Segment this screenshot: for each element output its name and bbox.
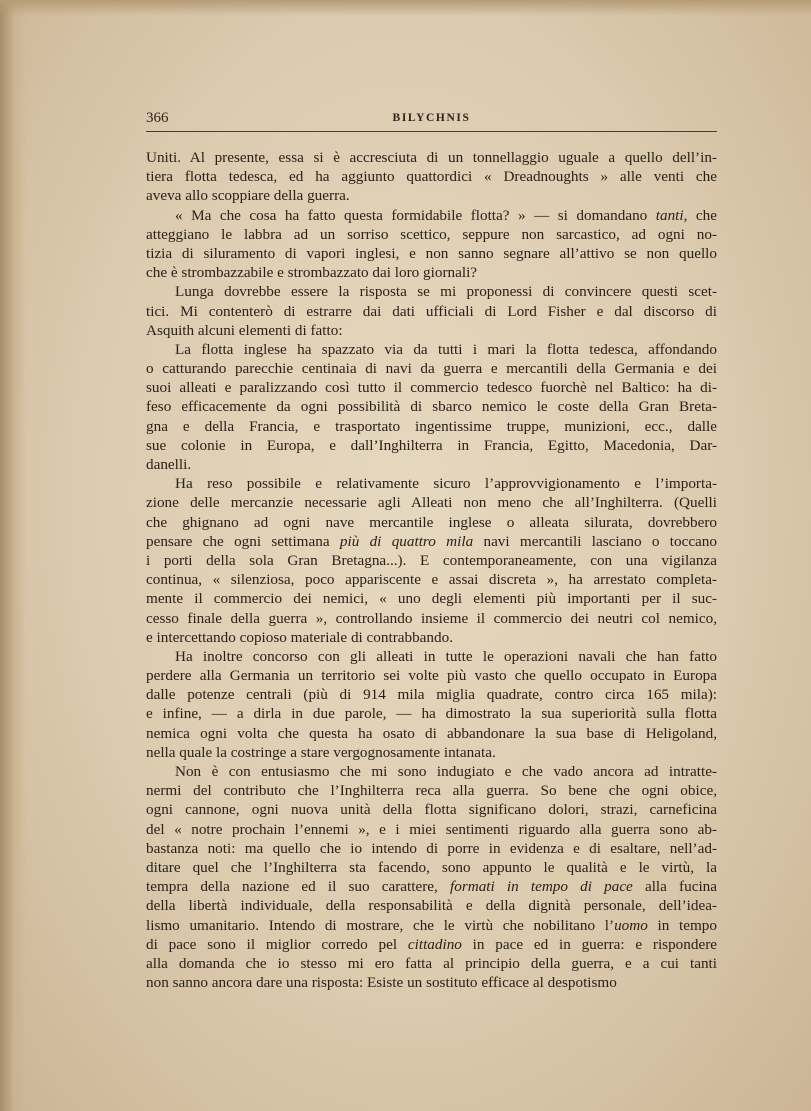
text-line: mente il commercio dei nemici, « uno degli elementi più importanti per il suc- [146, 590, 717, 608]
text-line: atteggiano le labbra ad un sorriso scettico, seppure non sarcastico, ad ogni no- [146, 225, 717, 243]
text-line: cesso finale della guerra », controllando insieme il commercio dei neutri col nemico, [146, 609, 717, 627]
paragraph [146, 282, 717, 340]
text-line: e intercettando copioso materiale di contrabbando. [146, 628, 454, 646]
page-top-shadow [0, 0, 811, 16]
paragraph [146, 206, 717, 283]
text-line: alla domanda che io stesso mi ero fatta al principio della guerra, e a cui tanti [146, 954, 717, 972]
text-line: della libertà individuale, della responsabilità e della dignità personale, dell’idea- [146, 897, 717, 915]
italic-phrase: più di quattro mila [339, 532, 474, 550]
running-title: BILYCHNIS [392, 112, 471, 124]
text-line: tici. Mi contenterò di estrarre dai dati ufficiali di Lord Fisher e dal discorso di [146, 302, 717, 320]
text-line: dalle potenze centrali (più di 914 mila miglia quadrate, contro circa 165 mila): [146, 686, 717, 704]
paragraph [146, 647, 717, 762]
text-line: Asquith alcuni elementi di fatto: [146, 321, 343, 339]
text-line: pensare che ogni settimana più di quattro mila navi mercantili lasciano o toccano [146, 532, 717, 550]
text-line: zione delle mercanzie necessarie agli Alleati non meno che all’Inghilterra. (Quelli [146, 494, 717, 512]
text-line: che ghignano ad ogni nave mercantile inglese o alleata silurata, dovrebbero [146, 513, 717, 531]
text-line: bastanza noti: ma quello che io intendo di porre in evidenza e di esaltare, nell’ad- [146, 839, 717, 857]
text-line: gna e della Francia, e trasportato ingentissime truppe, munizioni, ecc., dalle [146, 417, 717, 435]
paragraph [146, 340, 717, 474]
paragraph [146, 148, 717, 206]
text-line: Ha inoltre concorso con gli alleati in tutte le operazioni navali che han fatto [175, 647, 717, 665]
italic-phrase: formati in tempo di pace [450, 878, 633, 896]
text-line: ogni cannone, ogni nuova unità della flotta significano dolori, strazi, carneficina [146, 801, 717, 819]
paragraph [146, 762, 717, 992]
text-line: nella quale la costringe a stare vergognosamente intanata. [146, 743, 496, 761]
paragraph [146, 474, 717, 647]
text-line: di pace sono il miglior corredo pel cittadino in pace ed in guerra: e rispondere [146, 935, 717, 953]
running-header [146, 110, 717, 132]
text-line: che è strombazzabile e strombazzato dai loro giornali? [146, 264, 478, 282]
text-line: del « notre prochain l’ennemi », e i miei sentimenti riguardo alla guerra sono ab- [146, 820, 717, 838]
text-line: tiera flotta tedesca, ed ha aggiunto quattordici « Dreadnoughts » alle venti che [146, 168, 717, 186]
text-line: tempra della nazione ed il suo carattere, formati in tempo di pace alla fucina [146, 878, 717, 896]
italic-phrase: tanti [655, 206, 684, 224]
text-line: i porti della sola Gran Bretagna...). E contemporaneamente, con una vigilanza [146, 551, 717, 569]
text-line: « Ma che cosa ha fatto questa formidabile flotta? » — si domandano tanti, che [175, 206, 717, 224]
page-number: 366 [146, 110, 169, 126]
text-line: La flotta inglese ha spazzato via da tutti i mari la flotta tedesca, affondando [175, 340, 717, 358]
text-line: continua, « silenziosa, poco appariscente e assai discreta », ha arrestato completa- [146, 571, 717, 589]
text-line: nemica ogni volta che questa ha osato di abbandonare la sua base di Heligoland, [146, 724, 717, 742]
text-line: suoi alleati e paralizzando così tutto il commercio tedesco fuorchè nel Baltico: ha di- [146, 379, 717, 397]
body-text [146, 148, 717, 992]
text-line: Ha reso possibile e relativamente sicuro l’approvvigionamento e l’importa- [175, 475, 717, 493]
page-edge-shadow [0, 0, 26, 1111]
text-line: danelli. [146, 456, 192, 473]
italic-phrase: uomo [614, 916, 648, 934]
text-line: Non è con entusiasmo che mi sono indugiato e che vado ancora ad intratte- [175, 763, 717, 780]
text-line: e infine, — a dirla in due parole, — ha dimostrato la sua superiorità sulla flotta [146, 705, 717, 723]
text-line: feso efficacemente da ogni possibilità di sbarco nemico le coste della Gran Breta- [146, 398, 717, 416]
text-line: lismo umanitario. Intendo di mostrare, che le virtù che nobilitano l’uomo in tempo [146, 916, 717, 934]
text-line: non sanno ancora dare una risposta: Esiste un sostituto efficace al despotismo [146, 974, 617, 992]
text-line: o catturando parecchie centinaia di navi da guerra e mercantili della Germania e dei [146, 360, 717, 378]
text-line: ditare quel che l’Inghilterra sta facendo, sono appunto le qualità e le virtù, la [146, 858, 717, 876]
italic-phrase: cittadino [407, 935, 462, 953]
text-line: sue colonie in Europa, e dall’Inghilterra in Francia, Egitto, Macedonia, Dar- [146, 436, 717, 454]
text-line: tizia di siluramento di vapori inglesi, e non sanno segnare all’attivo se non quello [146, 244, 717, 262]
text-line: nermi del contributo che l’Inghilterra reca alla guerra. So bene che ogni obice, [146, 782, 717, 800]
text-line: aveva allo scoppiare della guerra. [146, 187, 350, 205]
text-line: perdere alla Germania un territorio sei volte più vasto che quello occupato in Europa [146, 667, 717, 685]
text-line: Uniti. Al presente, essa si è accresciuta di un tonnellaggio uguale a quello dell’in- [146, 149, 717, 166]
text-line: Lunga dovrebbe essere la risposta se mi proponessi di convincere questi scet- [175, 283, 717, 301]
header-rule [146, 131, 717, 132]
